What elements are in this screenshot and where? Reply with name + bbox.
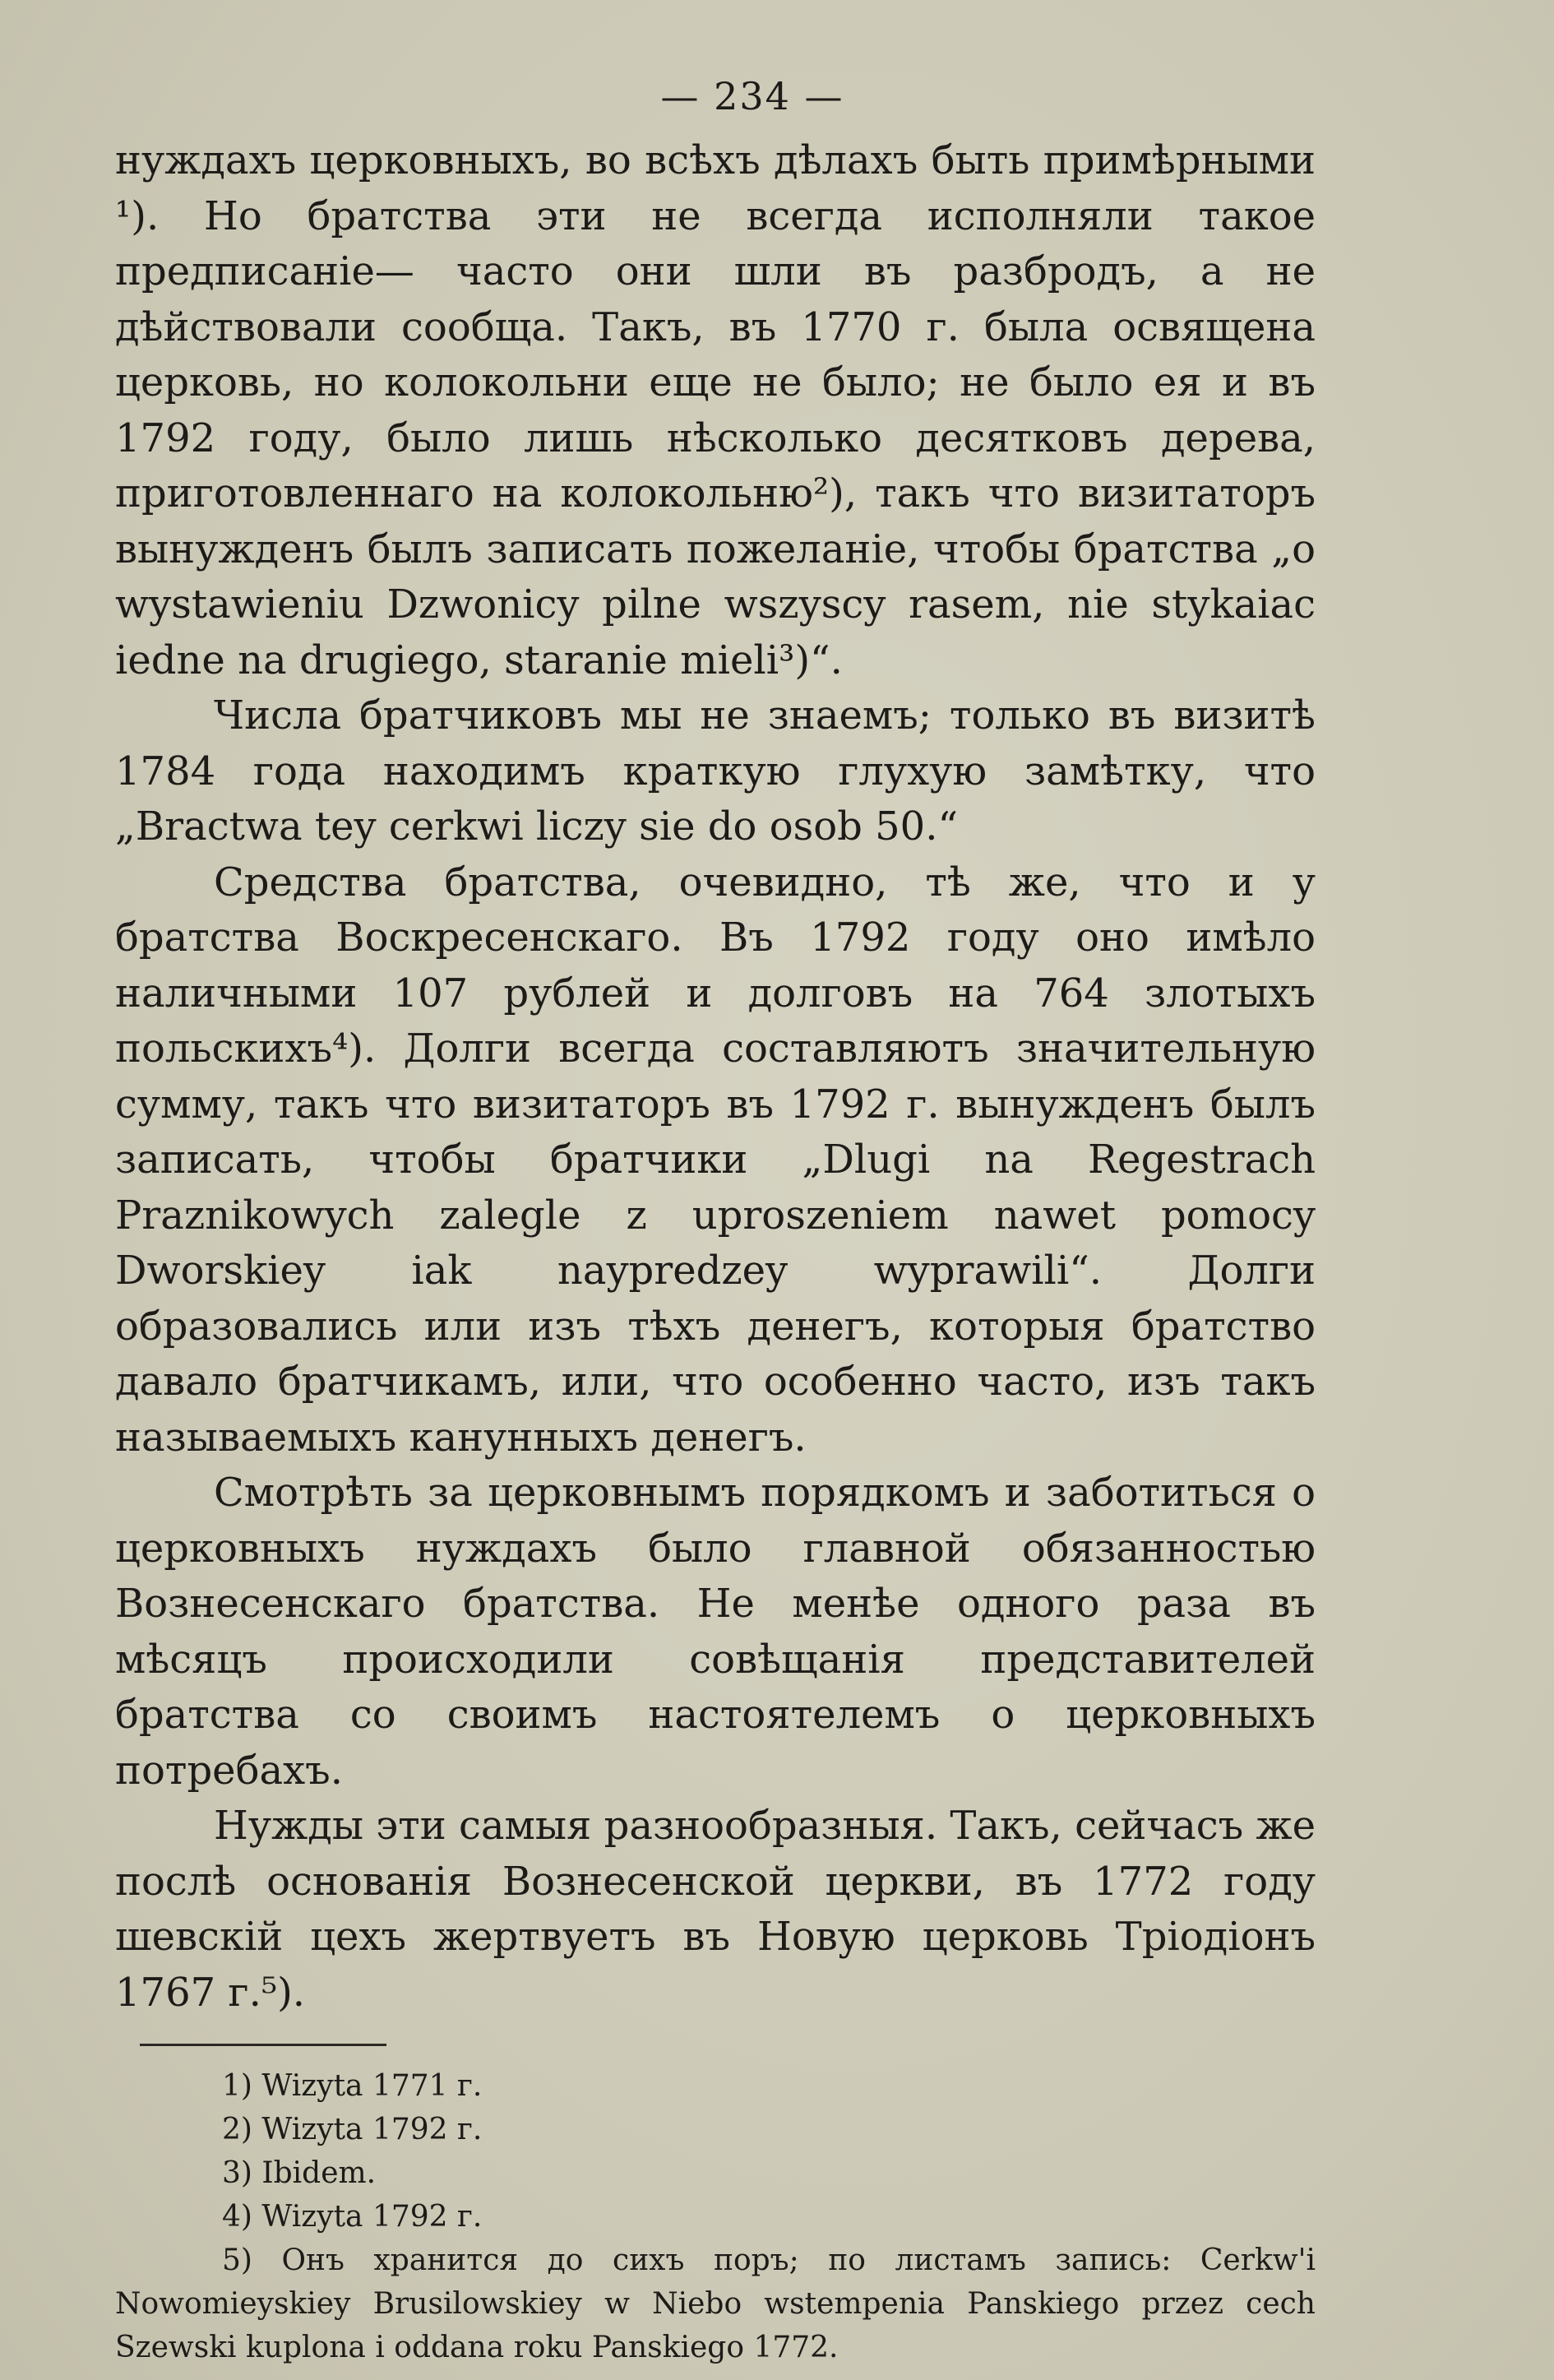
footnote-mark: 4) [222,2200,252,2234]
paragraph-1: нуждахъ церковныхъ, во всѣхъ дѣлахъ быть примѣрными ¹). Но братства эти не всегда исполняли такое предписаніе— часто они шли въ разбродъ, а не дѣйствовали сообща. Такъ, въ 1770 г. была освящена церковь, но колокольни еще не было; не было ея и въ 1792 году, было лишь нѣсколько десятковъ дерева, приготовленнаго на колокольню²), такъ что визитаторъ вынужденъ былъ записать пожеланіе, чтобы братства „o wystawieniu Dzwonicy pilne wszyscy rasem, nie stykaiac iedne na drugiego, staranie mieli³)“. [115,137,1316,683]
footnote-4 [115,2195,1316,2239]
footnote-3 [115,2151,1316,2195]
footnote-5 [115,2239,1316,2369]
footnotes [115,2064,1316,2369]
footnote-mark: 3) [222,2156,252,2190]
footnote-text: Онъ хранится до сихъ поръ; по листамъ запись: Cerkw'i Nowomieyskiey Brusilowskiey w Niebo wstempenia Panskiego przez cech Szewski kuplona i oddana roku Panskiego 1772. [115,2243,1316,2364]
footnote-mark: 5) [222,2243,252,2277]
footnote-text: Wizyta 1771 г. [261,2069,483,2103]
footnote-text: Ibidem. [261,2156,377,2190]
footnote-mark: 2) [222,2113,252,2146]
paragraph-3: Средства братства, очевидно, тѣ же, что и у братства Воскресенскаго. Въ 1792 году оно имѣло наличными 107 рублей и долговъ на 764 злотыхъ польскихъ⁴). Долги всегда составляютъ значительную сумму, такъ что визитаторъ въ 1792 г. вынужденъ былъ записать, чтобы братчики „Dlugi na Regestrach Praznikowych zalegle z uproszeniem nawet pomocy Dworskiey iak naypredzey wyprawili“. Долги образовались или изъ тѣхъ денегъ, которыя братство давало братчикамъ, или, что особенно часто, изъ такъ называемыхъ канунныхъ денегъ. [115,859,1316,1461]
page-number: — 234 — [660,74,844,118]
footnote-divider [140,2044,386,2046]
main-text [115,133,1316,2021]
paragraph-5: Нужды эти самыя разнообразныя. Такъ, сейчасъ же послѣ основанія Вознесенской церкви, въ 1772 году шевскій цехъ жертвуетъ въ Новую церковь Тріодіонъ 1767 г.⁵). [115,1803,1316,2016]
footnote-2 [115,2108,1316,2151]
footnote-1 [115,2064,1316,2108]
footnote-text: Wizyta 1792 г. [261,2200,483,2234]
paragraph-4: Смотрѣть за церковнымъ порядкомъ и заботиться о церковныхъ нуждахъ было главной обязанностью Вознесенскаго братства. Не менѣе одного раза въ мѣсяцъ происходили совѣщанія представителей братства со своимъ настоятелемъ о церковныхъ потребахъ. [115,1470,1316,1794]
paragraph-2: Числа братчиковъ мы не знаемъ; только въ визитѣ 1784 года находимъ краткую глухую замѣтку, что „Bractwa tey cerkwi liczy sie do osob 50.“ [115,692,1316,850]
footnote-mark: 1) [222,2069,252,2103]
footnote-text: Wizyta 1792 г. [261,2113,483,2146]
book-page [115,49,1316,2369]
